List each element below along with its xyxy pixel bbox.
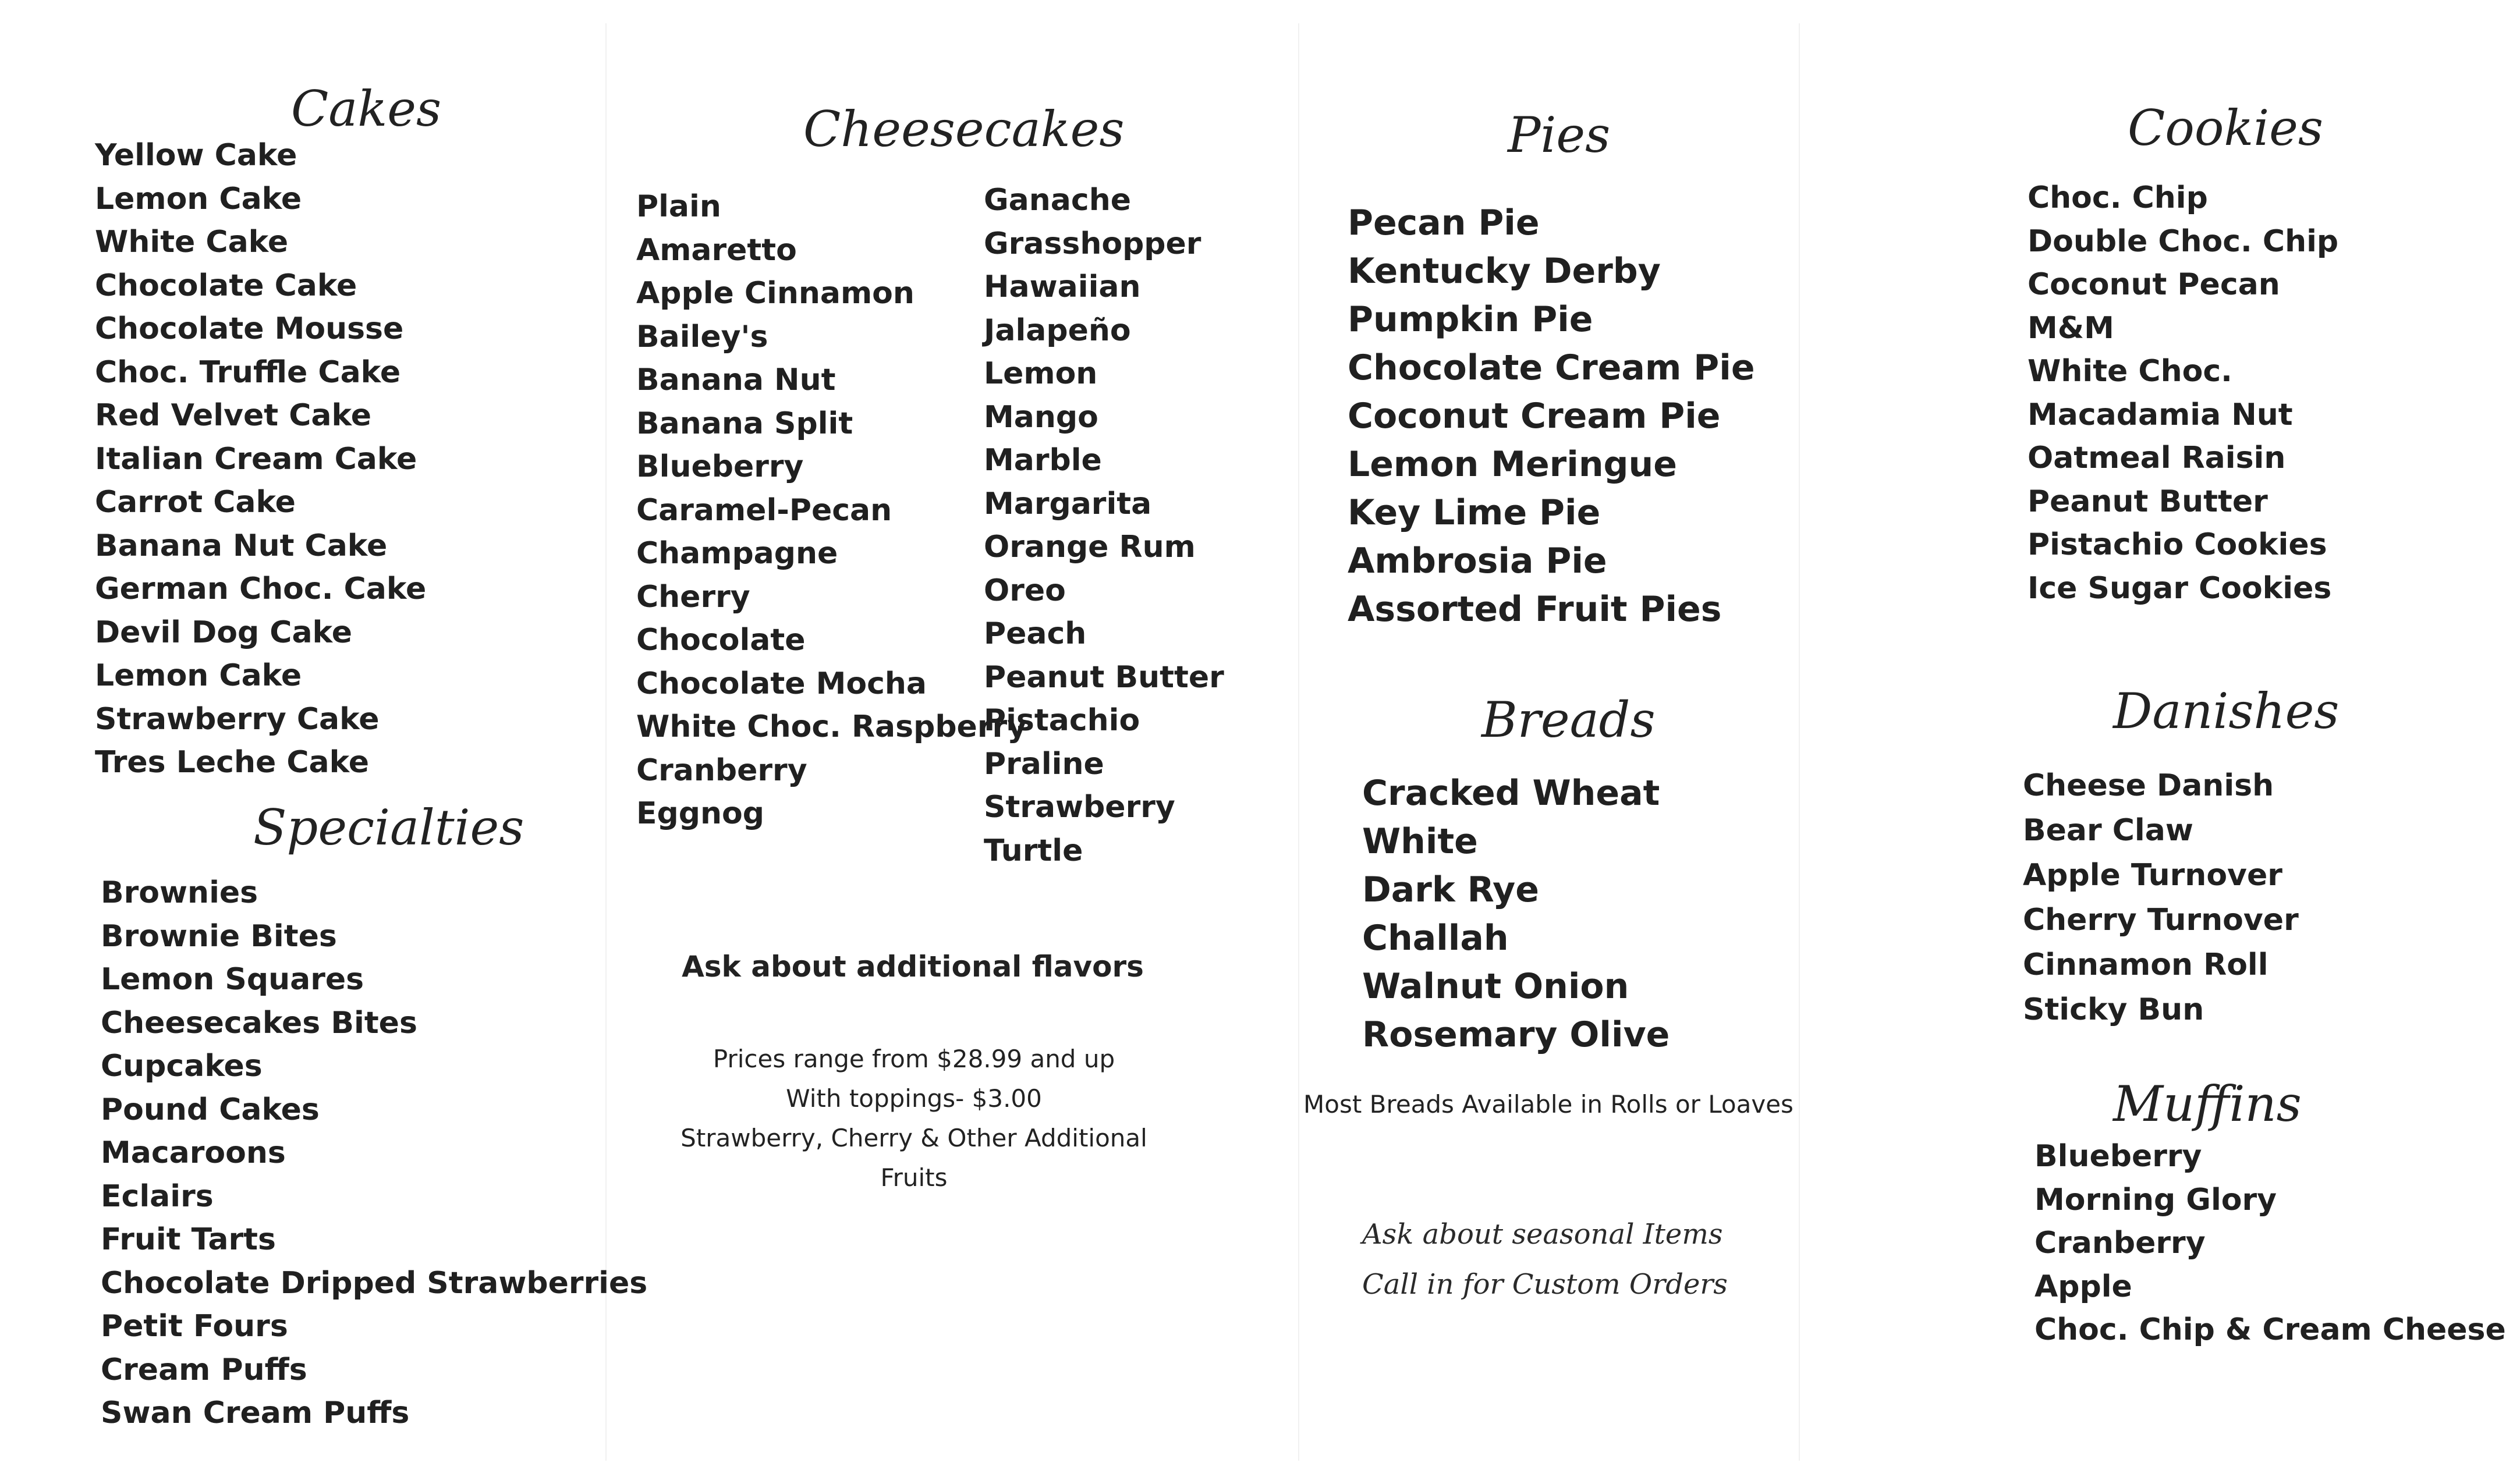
- list-item: Ice Sugar Cookies: [2028, 570, 2332, 606]
- list-item: Macaroons: [101, 1135, 286, 1170]
- list-item: Margarita: [984, 486, 1152, 521]
- list-item: Key Lime Pie: [1348, 492, 1601, 533]
- list-item: Champagne: [636, 536, 838, 571]
- list-item: Chocolate Cream Pie: [1348, 347, 1755, 388]
- ask-flavors-note: Ask about additional flavors: [682, 950, 1144, 984]
- list-item: Pistachio: [984, 703, 1140, 738]
- list-item: Ganache: [984, 183, 1131, 218]
- muffins-list: [2034, 1135, 2506, 1352]
- list-item: Yellow Cake: [95, 138, 297, 173]
- list-item: Banana Split: [636, 406, 853, 441]
- note-line: Call in for Custom Orders: [1362, 1268, 1728, 1301]
- list-item: Cinnamon Roll: [2023, 947, 2268, 982]
- pies-list: [1348, 199, 1755, 634]
- list-item: Brownies: [101, 875, 258, 910]
- breads-heading: Breads: [1481, 691, 1656, 748]
- list-item: Chocolate Mousse: [95, 311, 404, 346]
- list-item: Lemon Cake: [95, 658, 302, 693]
- list-item: Praline: [984, 746, 1104, 782]
- list-item: Lemon: [984, 356, 1098, 391]
- list-item: Blueberry: [636, 449, 804, 484]
- fold-line: [1799, 23, 1800, 1461]
- price-line: Strawberry, Cherry & Other Additional: [680, 1124, 1147, 1152]
- list-item: Challah: [1362, 918, 1509, 958]
- list-item: Cranberry: [2034, 1226, 2206, 1261]
- note-line: Ask about seasonal Items: [1362, 1218, 1723, 1251]
- list-item: Bear Claw: [2023, 813, 2193, 848]
- list-item: Jalapeño: [984, 313, 1131, 348]
- list-item: Caramel-Pecan: [636, 492, 892, 528]
- specialties-list: [101, 871, 647, 1435]
- list-item: Rosemary Olive: [1362, 1014, 1670, 1055]
- list-item: Morning Glory: [2034, 1182, 2277, 1217]
- list-item: Plain: [636, 189, 721, 224]
- list-item: Red Velvet Cake: [95, 398, 371, 433]
- cheesecakes-list-right: [984, 179, 1224, 872]
- list-item: Strawberry Cake: [95, 701, 380, 737]
- list-item: Bailey's: [636, 319, 768, 354]
- list-item: Choc. Chip & Cream Cheese: [2034, 1312, 2506, 1347]
- list-item: Pistachio Cookies: [2028, 527, 2327, 562]
- list-item: Coconut Pecan: [2028, 267, 2280, 302]
- list-item: Coconut Cream Pie: [1348, 396, 1721, 436]
- list-item: Eggnog: [636, 796, 764, 831]
- list-item: Chocolate Mocha: [636, 666, 927, 701]
- danishes-list: [2023, 764, 2299, 1032]
- list-item: Apple Turnover: [2023, 858, 2282, 893]
- list-item: Devil Dog Cake: [95, 615, 352, 650]
- danishes-heading: Danishes: [2113, 683, 2340, 740]
- list-item: White Cake: [95, 225, 289, 260]
- list-item: White Choc.: [2028, 354, 2232, 389]
- list-item: Cheese Danish: [2023, 768, 2274, 803]
- list-item: Chocolate Cake: [95, 268, 357, 303]
- list-item: Cherry: [636, 579, 750, 615]
- price-line: Prices range from $28.99 and up: [713, 1045, 1115, 1073]
- list-item: Cupcakes: [101, 1049, 263, 1084]
- list-item: Blueberry: [2034, 1139, 2202, 1174]
- list-item: Pecan Pie: [1348, 203, 1540, 243]
- price-line: Fruits: [880, 1163, 948, 1192]
- breads-availability-note: Most Breads Available in Rolls or Loaves: [1303, 1090, 1793, 1119]
- list-item: Pumpkin Pie: [1348, 299, 1593, 340]
- list-item: Macadamia Nut: [2028, 397, 2293, 432]
- list-item: Fruit Tarts: [101, 1222, 276, 1257]
- list-item: Marble: [984, 443, 1102, 478]
- list-item: Kentucky Derby: [1348, 251, 1661, 292]
- price-info: [623, 1039, 1205, 1198]
- cakes-heading: Cakes: [291, 80, 442, 137]
- list-item: Lemon Meringue: [1348, 444, 1677, 485]
- list-item: German Choc. Cake: [95, 571, 427, 606]
- list-item: Swan Cream Puffs: [101, 1396, 410, 1430]
- list-item: Italian Cream Cake: [95, 441, 417, 477]
- list-item: Peanut Butter: [2028, 484, 2268, 519]
- list-item: Cranberry: [636, 752, 807, 788]
- list-item: Turtle: [984, 833, 1083, 868]
- list-item: Strawberry: [984, 790, 1175, 825]
- list-item: Peach: [984, 616, 1087, 651]
- cookies-list: [2028, 176, 2338, 610]
- list-item: Chocolate Dripped Strawberries: [101, 1265, 648, 1301]
- list-item: Cherry Turnover: [2023, 903, 2299, 938]
- fold-line: [1298, 23, 1299, 1461]
- list-item: Hawaiian: [984, 269, 1141, 304]
- cheesecakes-heading: Cheesecakes: [803, 101, 1125, 158]
- list-item: Apple Cinnamon: [636, 276, 915, 311]
- list-item: Oatmeal Raisin: [2028, 441, 2286, 475]
- list-item: Choc. Chip: [2028, 180, 2208, 215]
- list-item: Petit Fours: [101, 1309, 288, 1344]
- list-item: Lemon Squares: [101, 962, 364, 997]
- list-item: Peanut Butter: [984, 659, 1224, 695]
- list-item: Cracked Wheat: [1362, 773, 1660, 814]
- list-item: Walnut Onion: [1362, 966, 1629, 1007]
- list-item: Ambrosia Pie: [1348, 541, 1607, 581]
- list-item: Tres Leche Cake: [95, 745, 370, 780]
- list-item: Brownie Bites: [101, 918, 337, 954]
- cheesecakes-list-left: [636, 185, 1027, 836]
- list-item: Pound Cakes: [101, 1092, 320, 1127]
- seasonal-items-note: [1362, 1209, 1728, 1309]
- list-item: White: [1362, 821, 1478, 862]
- list-item: Orange Rum: [984, 530, 1196, 565]
- list-item: Cream Puffs: [101, 1352, 307, 1387]
- list-item: Grasshopper: [984, 226, 1201, 261]
- list-item: Assorted Fruit Pies: [1348, 589, 1722, 630]
- list-item: Cheesecakes Bites: [101, 1005, 417, 1041]
- list-item: Choc. Truffle Cake: [95, 354, 401, 390]
- list-item: Banana Nut Cake: [95, 528, 388, 563]
- list-item: Mango: [984, 399, 1098, 435]
- list-item: White Choc. Raspberry: [636, 709, 1027, 744]
- list-item: Sticky Bun: [2023, 992, 2204, 1027]
- list-item: Eclairs: [101, 1178, 214, 1214]
- list-item: Double Choc. Chip: [2028, 223, 2339, 259]
- specialties-heading: Specialties: [253, 799, 524, 856]
- list-item: Banana Nut: [636, 363, 836, 397]
- list-item: M&M: [2028, 310, 2114, 346]
- breads-list: [1362, 769, 1670, 1059]
- list-item: Oreo: [984, 573, 1066, 608]
- cakes-list: [95, 134, 426, 784]
- pies-heading: Pies: [1508, 106, 1611, 164]
- price-line: With toppings- $3.00: [786, 1084, 1042, 1113]
- cookies-heading: Cookies: [2128, 100, 2323, 157]
- list-item: Carrot Cake: [95, 485, 296, 520]
- muffins-heading: Muffins: [2113, 1075, 2302, 1132]
- list-item: Dark Rye: [1362, 869, 1539, 910]
- list-item: Chocolate: [636, 623, 806, 658]
- list-item: Lemon Cake: [95, 181, 302, 216]
- list-item: Apple: [2034, 1269, 2132, 1304]
- list-item: Amaretto: [636, 232, 797, 268]
